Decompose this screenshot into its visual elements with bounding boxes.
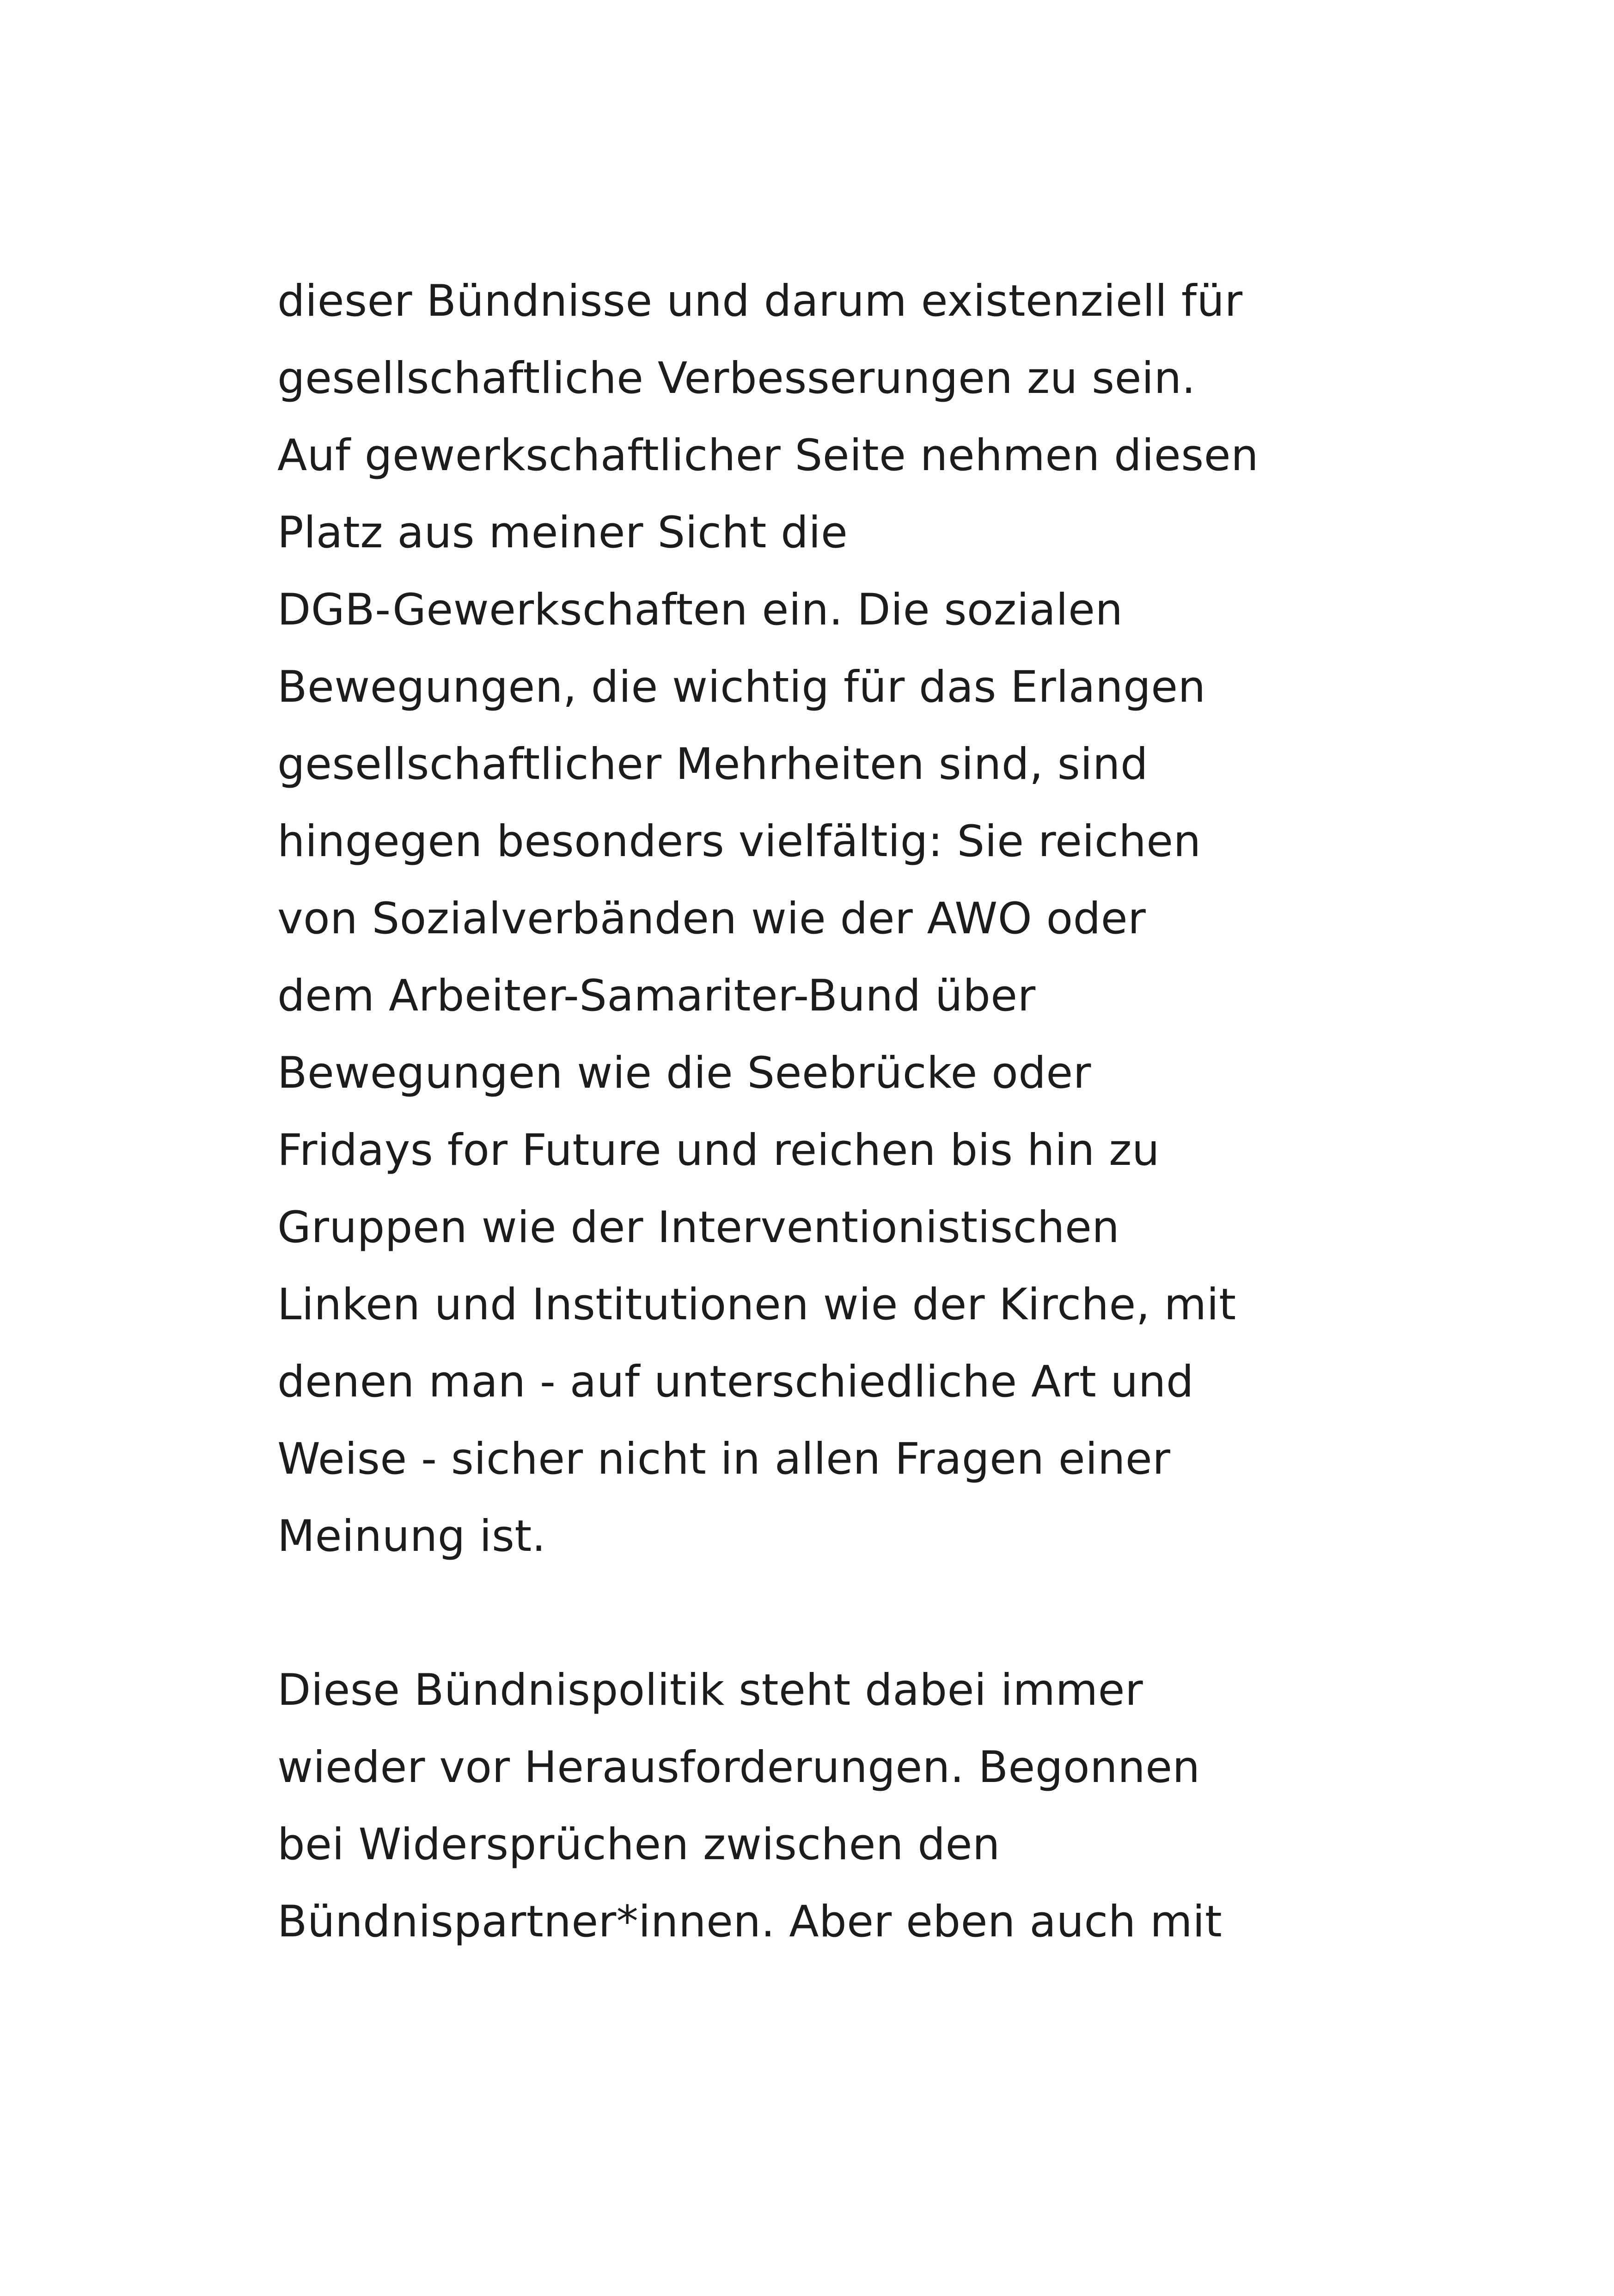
text-line: gesellschaftliche Verbesserungen zu sein. xyxy=(277,353,1196,404)
text-line: DGB-Gewerkschaften ein. Die sozialen xyxy=(277,585,1123,635)
text-line: hingegen besonders vielfältig: Sie reichen xyxy=(277,816,1201,867)
text-line: Weise - sicher nicht in allen Fragen einer xyxy=(277,1434,1171,1484)
text-line: bei Widersprüchen zwischen den xyxy=(277,1819,1000,1870)
text-line: Bewegungen wie die Seebrücke oder xyxy=(277,1048,1091,1098)
text-line: Auf gewerkschaftlicher Seite nehmen diesen xyxy=(277,430,1259,481)
body-paragraph xyxy=(277,1652,1433,1960)
text-line: dem Arbeiter-Samariter-Bund über xyxy=(277,971,1036,1021)
text-line: Meinung ist. xyxy=(277,1511,546,1561)
text-line: Bewegungen, die wichtig für das Erlangen xyxy=(277,662,1206,712)
text-line: denen man - auf unterschiedliche Art und xyxy=(277,1357,1194,1407)
text-line: wieder vor Herausforderungen. Begonnen xyxy=(277,1742,1200,1793)
text-line: von Sozialverbänden wie der AWO oder xyxy=(277,894,1146,944)
text-line: Linken und Institutionen wie der Kirche, mit xyxy=(277,1280,1236,1330)
text-line: gesellschaftlicher Mehrheiten sind, sind xyxy=(277,739,1149,790)
text-line: Gruppen wie der Interventionistischen xyxy=(277,1202,1120,1253)
text-line: dieser Bündnisse und darum existenziell für xyxy=(277,276,1243,326)
text-line: Fridays for Future und reichen bis hin zu xyxy=(277,1125,1160,1176)
body-paragraph xyxy=(277,263,1433,1575)
text-line: Platz aus meiner Sicht die xyxy=(277,508,848,558)
text-line: Bündnispartner*innen. Aber eben auch mit xyxy=(277,1897,1223,1947)
text-line: Diese Bündnispolitik steht dabei immer xyxy=(277,1665,1143,1715)
